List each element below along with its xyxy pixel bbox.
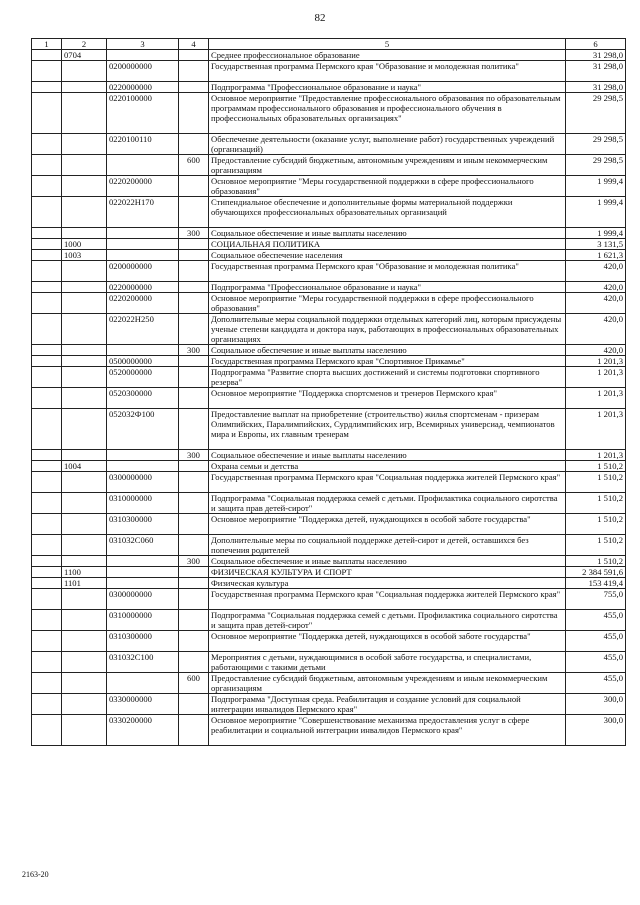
budget-table (31, 38, 626, 746)
table-row (32, 388, 626, 409)
table-row (32, 93, 626, 134)
program-code: 0310000000 (107, 610, 179, 631)
item-name: Мероприятия с детьми, нуждающимися в особой заботе государства, и специалистами, работающими с такими детьми (209, 652, 566, 673)
section-code (62, 293, 107, 314)
amount: 2 384 591,6 (566, 567, 626, 578)
amount: 420,0 (566, 282, 626, 293)
table-row (32, 578, 626, 589)
item-name: ФИЗИЧЕСКАЯ КУЛЬТУРА И СПОРТ (209, 567, 566, 578)
amount: 1 510,2 (566, 556, 626, 567)
table-row (32, 652, 626, 673)
table-row (32, 472, 626, 493)
program-code: 0520000000 (107, 367, 179, 388)
expense-type-code (179, 652, 209, 673)
section-code (62, 493, 107, 514)
cell-col1 (32, 652, 62, 673)
table-row (32, 535, 626, 556)
amount: 153 419,4 (566, 578, 626, 589)
section-code (62, 673, 107, 694)
item-name: Социальное обеспечение и иные выплаты населению (209, 556, 566, 567)
section-code (62, 472, 107, 493)
section-code (62, 610, 107, 631)
item-name: Основное мероприятие "Совершенствование механизма предоставления услуг в сфере реабилитации и социальной интеграции инвалидов Пермского края" (209, 715, 566, 746)
section-code: 1003 (62, 250, 107, 261)
cell-col1 (32, 250, 62, 261)
expense-type-code: 300 (179, 556, 209, 567)
amount: 1 510,2 (566, 461, 626, 472)
cell-col1 (32, 450, 62, 461)
expense-type-code: 300 (179, 345, 209, 356)
table-row (32, 514, 626, 535)
amount: 31 298,0 (566, 82, 626, 93)
cell-col1 (32, 261, 62, 282)
amount: 1 510,2 (566, 535, 626, 556)
item-name: Государственная программа Пермского края "Социальная поддержка жителей Пермского края" (209, 472, 566, 493)
amount: 1 510,2 (566, 493, 626, 514)
amount: 300,0 (566, 694, 626, 715)
amount: 1 510,2 (566, 472, 626, 493)
item-name: Подпрограмма "Развитие спорта высших достижений и системы подготовки спортивного резерва" (209, 367, 566, 388)
program-code: 0220000000 (107, 282, 179, 293)
section-code (62, 514, 107, 535)
item-name: Основное мероприятие "Меры государственной поддержки в сфере профессионального образования" (209, 293, 566, 314)
expense-type-code (179, 567, 209, 578)
cell-col1 (32, 578, 62, 589)
cell-col1 (32, 409, 62, 450)
section-code (62, 535, 107, 556)
cell-col1 (32, 461, 62, 472)
item-name: Основное мероприятие "Поддержка детей, нуждающихся в особой заботе государства" (209, 631, 566, 652)
item-name: Подпрограмма "Профессиональное образование и наука" (209, 282, 566, 293)
item-name: Подпрограмма "Профессиональное образование и наука" (209, 82, 566, 93)
item-name: Социальное обеспечение и иные выплаты населению (209, 345, 566, 356)
table-row (32, 367, 626, 388)
program-code: 0310300000 (107, 631, 179, 652)
cell-col1 (32, 631, 62, 652)
section-code (62, 282, 107, 293)
program-code: 0220100110 (107, 134, 179, 155)
section-code (62, 228, 107, 239)
program-code: 0310300000 (107, 514, 179, 535)
program-code: 0520300000 (107, 388, 179, 409)
cell-col1 (32, 61, 62, 82)
section-code (62, 197, 107, 228)
cell-col1 (32, 589, 62, 610)
item-name: Дополнительные меры социальной поддержки отдельных категорий лиц, которым присуждены ученые степени кандидата и доктора наук, работающих в профессиональных образовательных организациях (209, 314, 566, 345)
section-code: 1101 (62, 578, 107, 589)
cell-col1 (32, 282, 62, 293)
cell-col1 (32, 567, 62, 578)
section-code: 0704 (62, 50, 107, 61)
section-code (62, 556, 107, 567)
section-code (62, 652, 107, 673)
program-code: 031032С100 (107, 652, 179, 673)
item-name: Государственная программа Пермского края "Спортивное Прикамье" (209, 356, 566, 367)
item-name: Основное мероприятие "Поддержка детей, нуждающихся в особой заботе государства" (209, 514, 566, 535)
amount: 1 201,3 (566, 388, 626, 409)
expense-type-code (179, 610, 209, 631)
section-code (62, 82, 107, 93)
cell-col1 (32, 176, 62, 197)
table-row (32, 228, 626, 239)
table-row (32, 345, 626, 356)
program-code: 0220100000 (107, 93, 179, 134)
program-code: 0300000000 (107, 472, 179, 493)
expense-type-code (179, 631, 209, 652)
expense-type-code (179, 134, 209, 155)
program-code: 0220200000 (107, 293, 179, 314)
section-code: 1000 (62, 239, 107, 250)
amount: 300,0 (566, 715, 626, 746)
amount: 29 298,5 (566, 93, 626, 134)
expense-type-code (179, 314, 209, 345)
program-code: 0500000000 (107, 356, 179, 367)
document-code: 2163-20 (22, 870, 49, 879)
expense-type-code (179, 578, 209, 589)
item-name: СОЦИАЛЬНАЯ ПОЛИТИКА (209, 239, 566, 250)
column-header: 2 (62, 39, 107, 50)
item-name: Предоставление субсидий бюджетным, автономным учреждениям и иным некоммерческим организациям (209, 155, 566, 176)
section-code (62, 345, 107, 356)
section-code (62, 134, 107, 155)
expense-type-code (179, 388, 209, 409)
cell-col1 (32, 197, 62, 228)
table-row (32, 197, 626, 228)
amount: 1 999,4 (566, 176, 626, 197)
item-name: Физическая культура (209, 578, 566, 589)
program-code (107, 461, 179, 472)
amount: 420,0 (566, 314, 626, 345)
table-row (32, 673, 626, 694)
program-code (107, 345, 179, 356)
program-code: 0310000000 (107, 493, 179, 514)
cell-col1 (32, 293, 62, 314)
expense-type-code: 600 (179, 155, 209, 176)
expense-type-code: 300 (179, 228, 209, 239)
cell-col1 (32, 345, 62, 356)
cell-col1 (32, 93, 62, 134)
section-code (62, 409, 107, 450)
expense-type-code (179, 293, 209, 314)
item-name: Государственная программа Пермского края "Образование и молодежная политика" (209, 61, 566, 82)
amount: 3 131,5 (566, 239, 626, 250)
section-code (62, 589, 107, 610)
amount: 455,0 (566, 610, 626, 631)
table-row (32, 314, 626, 345)
cell-col1 (32, 134, 62, 155)
item-name: Предоставление выплат на приобретение (строительство) жилья спортсменам - призерам Олимпийских, Паралимпийских, Сурдлимпийских игр, Всемирных универсиад, чемпионатов мира и Европы, их главным тренерам (209, 409, 566, 450)
section-code (62, 314, 107, 345)
expense-type-code (179, 50, 209, 61)
program-code (107, 578, 179, 589)
program-code: 0330200000 (107, 715, 179, 746)
program-code (107, 673, 179, 694)
cell-col1 (32, 228, 62, 239)
cell-col1 (32, 673, 62, 694)
column-header: 1 (32, 39, 62, 50)
program-code: 022022Н170 (107, 197, 179, 228)
expense-type-code (179, 176, 209, 197)
table-row (32, 293, 626, 314)
section-code (62, 93, 107, 134)
table-row (32, 450, 626, 461)
cell-col1 (32, 535, 62, 556)
expense-type-code (179, 514, 209, 535)
table-row (32, 409, 626, 450)
item-name: Основное мероприятие "Предоставление профессионального образования по образовательным программам профессионального образования и профессионального обучения в профессиональных образовательных организациях" (209, 93, 566, 134)
program-code: 0220000000 (107, 82, 179, 93)
expense-type-code (179, 715, 209, 746)
expense-type-code (179, 472, 209, 493)
amount: 1 999,4 (566, 197, 626, 228)
table-row (32, 461, 626, 472)
cell-col1 (32, 472, 62, 493)
table-row (32, 82, 626, 93)
expense-type-code (179, 239, 209, 250)
table-row (32, 610, 626, 631)
table-row (32, 556, 626, 567)
item-name: Подпрограмма "Доступная среда. Реабилитация и создание условий для социальной интеграции инвалидов Пермского края" (209, 694, 566, 715)
cell-col1 (32, 367, 62, 388)
program-code: 052032Ф100 (107, 409, 179, 450)
expense-type-code (179, 356, 209, 367)
table-row (32, 715, 626, 746)
program-code (107, 228, 179, 239)
item-name: Подпрограмма "Социальная поддержка семей с детьми. Профилактика социального сиротства и защита прав детей-сирот" (209, 610, 566, 631)
program-code (107, 239, 179, 250)
item-name: Государственная программа Пермского края "Социальная поддержка жителей Пермского края" (209, 589, 566, 610)
item-name: Основное мероприятие "Поддержка спортсменов и тренеров Пермского края" (209, 388, 566, 409)
table-body (32, 50, 626, 746)
expense-type-code (179, 409, 209, 450)
section-code (62, 356, 107, 367)
expense-type-code: 600 (179, 673, 209, 694)
program-code (107, 155, 179, 176)
table-row (32, 261, 626, 282)
program-code: 0300000000 (107, 589, 179, 610)
cell-col1 (32, 493, 62, 514)
program-code: 022022Н250 (107, 314, 179, 345)
column-header: 3 (107, 39, 179, 50)
amount: 455,0 (566, 673, 626, 694)
table-row (32, 50, 626, 61)
cell-col1 (32, 556, 62, 567)
section-code (62, 176, 107, 197)
cell-col1 (32, 514, 62, 535)
amount: 29 298,5 (566, 155, 626, 176)
expense-type-code (179, 461, 209, 472)
expense-type-code (179, 250, 209, 261)
program-code (107, 50, 179, 61)
item-name: Подпрограмма "Социальная поддержка семей с детьми. Профилактика социального сиротства и защита прав детей-сирот" (209, 493, 566, 514)
table-row (32, 493, 626, 514)
amount: 420,0 (566, 345, 626, 356)
program-code (107, 250, 179, 261)
section-code (62, 388, 107, 409)
expense-type-code (179, 535, 209, 556)
page-number: 82 (314, 12, 326, 24)
cell-col1 (32, 356, 62, 367)
program-code: 0330000000 (107, 694, 179, 715)
item-name: Дополнительные меры по социальной поддержке детей-сирот и детей, оставшихся без попечения родителей (209, 535, 566, 556)
expense-type-code (179, 197, 209, 228)
cell-col1 (32, 694, 62, 715)
amount: 1 201,3 (566, 450, 626, 461)
item-name: Стипендиальное обеспечение и дополнительные формы материальной поддержки обучающихся профессиональных образовательных организаций (209, 197, 566, 228)
section-code (62, 631, 107, 652)
item-name: Предоставление субсидий бюджетным, автономным учреждениям и иным некоммерческим организациям (209, 673, 566, 694)
expense-type-code (179, 82, 209, 93)
section-code (62, 261, 107, 282)
program-code (107, 567, 179, 578)
table-row (32, 61, 626, 82)
program-code: 031032С060 (107, 535, 179, 556)
amount: 1 621,3 (566, 250, 626, 261)
amount: 755,0 (566, 589, 626, 610)
item-name: Основное мероприятие "Меры государственной поддержки в сфере профессионального образования" (209, 176, 566, 197)
item-name: Охрана семьи и детства (209, 461, 566, 472)
section-code (62, 715, 107, 746)
program-code: 0220200000 (107, 176, 179, 197)
program-code (107, 556, 179, 567)
table-row (32, 239, 626, 250)
expense-type-code (179, 282, 209, 293)
table-row (32, 155, 626, 176)
item-name: Социальное обеспечение и иные выплаты населению (209, 450, 566, 461)
expense-type-code (179, 61, 209, 82)
column-header: 5 (209, 39, 566, 50)
expense-type-code (179, 694, 209, 715)
table-row (32, 356, 626, 367)
cell-col1 (32, 388, 62, 409)
expense-type-code (179, 493, 209, 514)
program-code: 0200000000 (107, 61, 179, 82)
amount: 420,0 (566, 261, 626, 282)
cell-col1 (32, 239, 62, 250)
table-header-row (32, 39, 626, 50)
amount: 31 298,0 (566, 61, 626, 82)
cell-col1 (32, 314, 62, 345)
table-row (32, 134, 626, 155)
cell-col1 (32, 155, 62, 176)
item-name: Среднее профессиональное образование (209, 50, 566, 61)
section-code (62, 367, 107, 388)
amount: 1 201,3 (566, 356, 626, 367)
item-name: Социальное обеспечение населения (209, 250, 566, 261)
table-row (32, 589, 626, 610)
table-row (32, 694, 626, 715)
amount: 31 298,0 (566, 50, 626, 61)
amount: 1 201,3 (566, 409, 626, 450)
cell-col1 (32, 610, 62, 631)
cell-col1 (32, 715, 62, 746)
table-row (32, 567, 626, 578)
amount: 420,0 (566, 293, 626, 314)
item-name: Обеспечение деятельности (оказание услуг, выполнение работ) государственных учреждений (организаций) (209, 134, 566, 155)
program-code (107, 450, 179, 461)
amount: 455,0 (566, 631, 626, 652)
expense-type-code (179, 589, 209, 610)
amount: 29 298,5 (566, 134, 626, 155)
section-code (62, 694, 107, 715)
cell-col1 (32, 50, 62, 61)
section-code: 1100 (62, 567, 107, 578)
section-code (62, 61, 107, 82)
cell-col1 (32, 82, 62, 93)
program-code: 0200000000 (107, 261, 179, 282)
amount: 1 510,2 (566, 514, 626, 535)
amount: 1 201,3 (566, 367, 626, 388)
column-header: 6 (566, 39, 626, 50)
expense-type-code (179, 93, 209, 134)
section-code (62, 155, 107, 176)
table-row (32, 631, 626, 652)
table-row (32, 176, 626, 197)
section-code (62, 450, 107, 461)
column-header: 4 (179, 39, 209, 50)
item-name: Государственная программа Пермского края "Образование и молодежная политика" (209, 261, 566, 282)
table-row (32, 250, 626, 261)
amount: 1 999,4 (566, 228, 626, 239)
table-row (32, 282, 626, 293)
expense-type-code: 300 (179, 450, 209, 461)
expense-type-code (179, 367, 209, 388)
amount: 455,0 (566, 652, 626, 673)
item-name: Социальное обеспечение и иные выплаты населению (209, 228, 566, 239)
section-code: 1004 (62, 461, 107, 472)
expense-type-code (179, 261, 209, 282)
